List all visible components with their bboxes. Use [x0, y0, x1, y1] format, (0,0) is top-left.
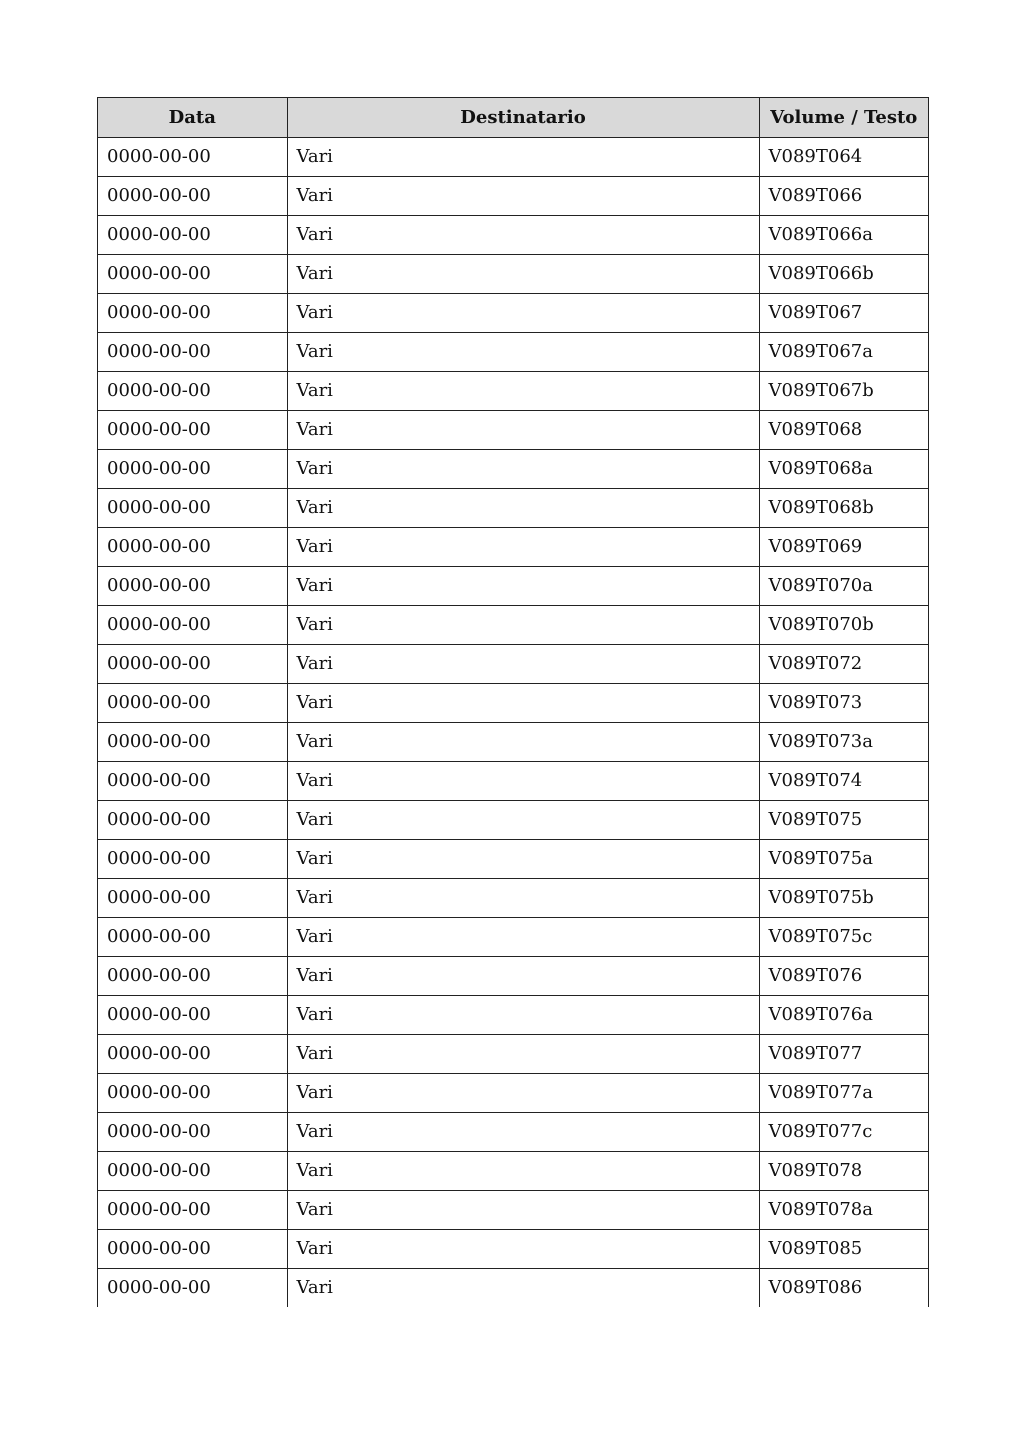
- cell-recipient: Vari: [287, 177, 759, 216]
- table-row: [98, 1113, 928, 1152]
- table-row: [98, 957, 928, 996]
- cell-recipient: Vari: [287, 372, 759, 411]
- cell-recipient: Vari: [287, 1269, 759, 1308]
- cell-recipient: Vari: [287, 918, 759, 957]
- cell-volume: V089T070a: [759, 567, 928, 606]
- cell-date: 0000-00-00: [98, 840, 287, 879]
- table-row: [98, 1230, 928, 1269]
- cell-volume: V089T068: [759, 411, 928, 450]
- cell-volume: V089T075c: [759, 918, 928, 957]
- table-row: [98, 294, 928, 333]
- cell-recipient: Vari: [287, 1230, 759, 1269]
- cell-recipient: Vari: [287, 606, 759, 645]
- cell-volume: V089T066a: [759, 216, 928, 255]
- cell-recipient: Vari: [287, 216, 759, 255]
- cell-recipient: Vari: [287, 1035, 759, 1074]
- cell-date: 0000-00-00: [98, 1035, 287, 1074]
- cell-volume: V089T066: [759, 177, 928, 216]
- table-row: [98, 177, 928, 216]
- cell-recipient: Vari: [287, 294, 759, 333]
- cell-date: 0000-00-00: [98, 684, 287, 723]
- cell-volume: V089T086: [768, 1277, 863, 1298]
- letters-table-wrapper: [97, 97, 929, 1307]
- cell-date: 0000-00-00: [98, 1074, 287, 1113]
- table-row: [98, 255, 928, 294]
- table-row: [98, 528, 928, 567]
- cell-volume: V089T075b: [759, 879, 928, 918]
- table-row: [98, 411, 928, 450]
- cell-volume: V089T077c: [759, 1113, 928, 1152]
- cell-recipient: Vari: [287, 1074, 759, 1113]
- cell-recipient: Vari: [287, 957, 759, 996]
- table-row: [98, 996, 928, 1035]
- cell-volume: V089T078a: [759, 1191, 928, 1230]
- table-row: [98, 138, 928, 177]
- cell-volume: V089T070b: [759, 606, 928, 645]
- cell-date: 0000-00-00: [98, 567, 287, 606]
- cell-date: 0000-00-00: [98, 879, 287, 918]
- cell-volume: V089T067: [759, 294, 928, 333]
- cell-volume: V089T074: [759, 762, 928, 801]
- cell-date: 0000-00-00: [98, 138, 287, 177]
- table-row: [98, 567, 928, 606]
- cell-date: 0000-00-00: [98, 177, 287, 216]
- cell-volume: V089T068b: [759, 489, 928, 528]
- cell-volume: V089T067a: [759, 333, 928, 372]
- cell-volume: V089T078: [759, 1152, 928, 1191]
- cell-volume: V089T069: [759, 528, 928, 567]
- table-row: [98, 918, 928, 957]
- table-row: [98, 1269, 928, 1308]
- cell-date: 0000-00-00: [98, 957, 287, 996]
- cell-volume: V089T067b: [759, 372, 928, 411]
- cell-date: 0000-00-00: [98, 1113, 287, 1152]
- cell-volume: V089T068a: [759, 450, 928, 489]
- cell-recipient: Vari: [287, 255, 759, 294]
- table-row: [98, 372, 928, 411]
- cell-date: 0000-00-00: [98, 1269, 287, 1308]
- table-row: [98, 840, 928, 879]
- cell-date: 0000-00-00: [98, 996, 287, 1035]
- cell-recipient: Vari: [287, 879, 759, 918]
- cell-recipient: Vari: [287, 1152, 759, 1191]
- cell-date: 0000-00-00: [98, 1191, 287, 1230]
- cell-date: 0000-00-00: [98, 723, 287, 762]
- table-row: [98, 645, 928, 684]
- table-row: [98, 216, 928, 255]
- cell-date: 0000-00-00: [98, 450, 287, 489]
- cell-date: 0000-00-00: [98, 645, 287, 684]
- cell-date: 0000-00-00: [98, 801, 287, 840]
- cell-recipient: Vari: [287, 450, 759, 489]
- cell-recipient: Vari: [287, 567, 759, 606]
- table-row: [98, 1152, 928, 1191]
- table-row: [98, 801, 928, 840]
- cell-date: 0000-00-00: [98, 489, 287, 528]
- cell-date: 0000-00-00: [98, 1230, 287, 1269]
- table-row: [98, 333, 928, 372]
- cell-date: 0000-00-00: [98, 528, 287, 567]
- table-row: [98, 1191, 928, 1230]
- cell-date: 0000-00-00: [98, 333, 287, 372]
- cell-date: 0000-00-00: [98, 918, 287, 957]
- cell-recipient: Vari: [287, 762, 759, 801]
- cell-date: 0000-00-00: [98, 372, 287, 411]
- cell-date: 0000-00-00: [98, 216, 287, 255]
- cell-volume: V089T064: [759, 138, 928, 177]
- cell-recipient: Vari: [287, 1191, 759, 1230]
- cell-recipient: Vari: [287, 801, 759, 840]
- cell-recipient: Vari: [287, 333, 759, 372]
- table-header-row: [98, 98, 928, 138]
- cell-recipient: Vari: [287, 723, 759, 762]
- table-row: [98, 450, 928, 489]
- cell-recipient: Vari: [287, 138, 759, 177]
- cell-volume: V089T072: [759, 645, 928, 684]
- table-row: [98, 723, 928, 762]
- cell-recipient: Vari: [287, 1113, 759, 1152]
- cell-recipient: Vari: [287, 645, 759, 684]
- cell-date: 0000-00-00: [98, 606, 287, 645]
- table-row: [98, 1074, 928, 1113]
- cell-volume: V089T076a: [759, 996, 928, 1035]
- cell-volume: V089T075: [759, 801, 928, 840]
- cell-date: 0000-00-00: [98, 411, 287, 450]
- cell-recipient: Vari: [287, 996, 759, 1035]
- cell-volume: V089T073: [759, 684, 928, 723]
- cell-volume: V089T076: [759, 957, 928, 996]
- table-row: [98, 1035, 928, 1074]
- cell-recipient: Vari: [287, 684, 759, 723]
- header-recipient: Destinatario: [287, 98, 759, 138]
- cell-date: 0000-00-00: [98, 255, 287, 294]
- cell-date: 0000-00-00: [98, 762, 287, 801]
- table-row: [98, 879, 928, 918]
- table-body: [98, 138, 928, 1308]
- cell-date: 0000-00-00: [98, 294, 287, 333]
- table-row: [98, 606, 928, 645]
- letters-table: [98, 98, 928, 1307]
- table-row: [98, 489, 928, 528]
- cell-volume: V089T085: [759, 1230, 928, 1269]
- cell-volume: V089T077a: [759, 1074, 928, 1113]
- cell-volume: V089T066b: [759, 255, 928, 294]
- cell-volume: V089T073a: [759, 723, 928, 762]
- table-row: [98, 684, 928, 723]
- cell-recipient: Vari: [287, 411, 759, 450]
- cell-recipient: Vari: [287, 528, 759, 567]
- header-date: Data: [98, 98, 287, 138]
- table-row: [98, 762, 928, 801]
- cell-volume: V089T077: [759, 1035, 928, 1074]
- cell-volume: V089T075a: [759, 840, 928, 879]
- header-volume: Volume / Testo: [759, 98, 928, 138]
- cell-recipient: Vari: [287, 489, 759, 528]
- cell-date: 0000-00-00: [98, 1152, 287, 1191]
- cell-recipient: Vari: [287, 840, 759, 879]
